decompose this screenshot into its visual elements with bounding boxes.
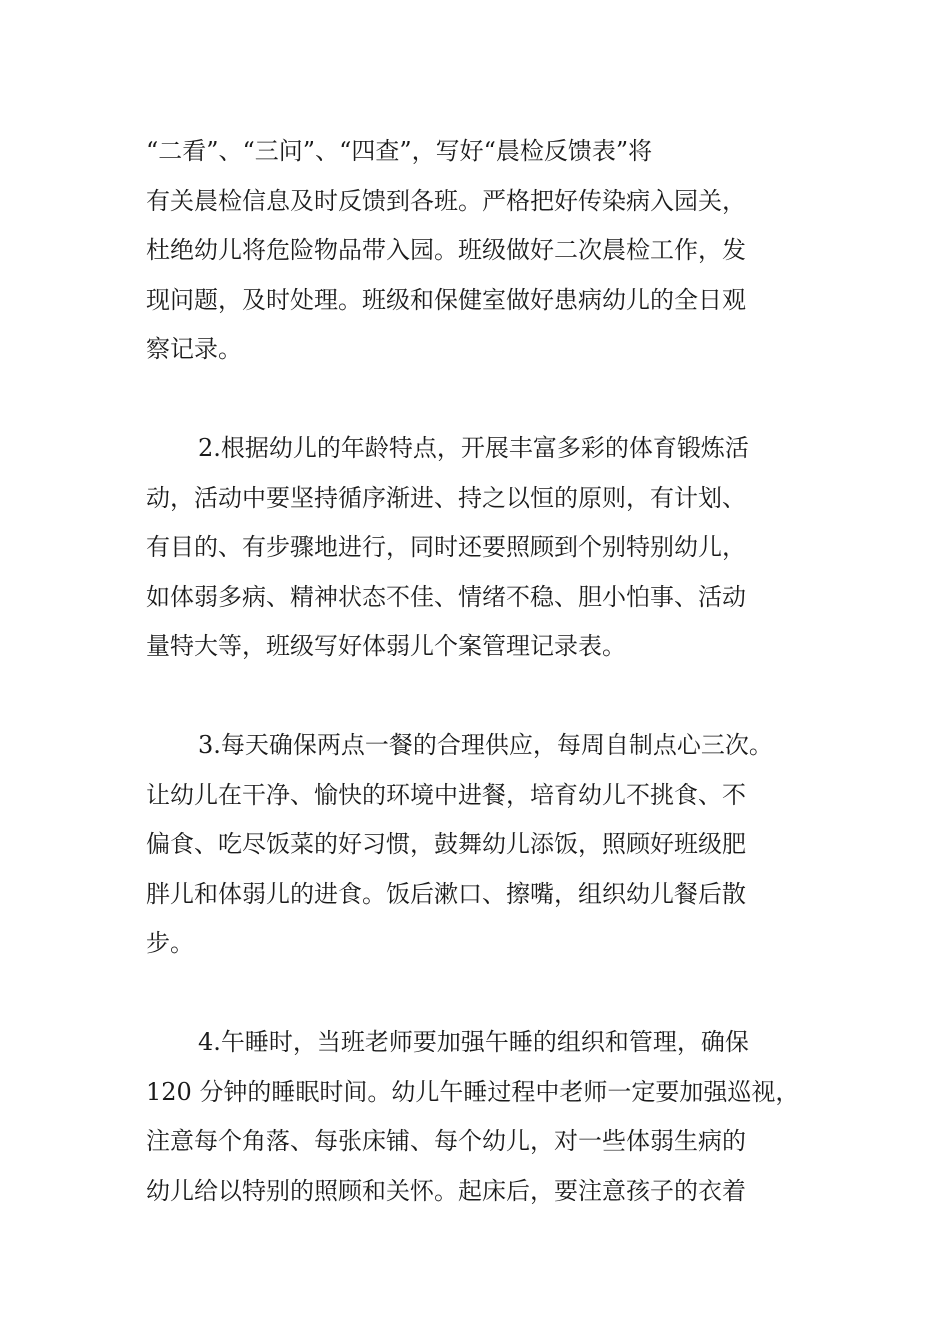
paragraph-4 bbox=[146, 1018, 826, 1216]
text-line: 有关晨检信息及时反馈到各班。严格把好传染病入园关， bbox=[146, 186, 746, 215]
paragraph-1 bbox=[146, 127, 826, 375]
text-line: 如体弱多病、精神状态不佳、情绪不稳、胆小怕事、活动 bbox=[146, 582, 746, 611]
text-line: 幼儿给以特别的照顾和关怀。起床后，要注意孩子的衣着 bbox=[146, 1176, 746, 1205]
text-line: 动，活动中要坚持循序渐进、持之以恒的原则，有计划、 bbox=[146, 483, 746, 512]
text-line: 察记录。 bbox=[146, 335, 242, 363]
text-line: 杜绝幼儿将危险物品带入园。班级做好二次晨检工作，发 bbox=[146, 236, 746, 264]
paragraph-2 bbox=[146, 424, 826, 672]
text-line: 现问题，及时处理。班级和保健室做好患病幼儿的全日观 bbox=[146, 285, 746, 314]
text-line: 量特大等，班级写好体弱儿个案管理记录表。 bbox=[146, 632, 626, 660]
text-line: 120 分钟的睡眠时间。幼儿午睡过程中老师一定要加强巡视， bbox=[146, 1077, 800, 1106]
document-body bbox=[146, 127, 826, 1216]
paragraph-3 bbox=[146, 721, 826, 969]
text-line: 让幼儿在干净、愉快的环境中进餐，培育幼儿不挑食、不 bbox=[146, 780, 746, 809]
text-line: 步。 bbox=[146, 929, 194, 957]
paragraph-gap bbox=[146, 969, 826, 1019]
text-line: 有目的、有步骤地进行，同时还要照顾到个别特别幼儿， bbox=[146, 533, 746, 561]
text-line: “二看”、“三问”、“四查”，写好“晨检反馈表”将 bbox=[146, 137, 653, 165]
text-line-indented: 3.每天确保两点一餐的合理供应，每周自制点心三次。 bbox=[198, 731, 773, 759]
paragraph-gap bbox=[146, 375, 826, 425]
text-line-indented: 2.根据幼儿的年龄特点，开展丰富多彩的体育锻炼活 bbox=[198, 434, 749, 462]
text-line: 胖儿和体弱儿的进食。饭后漱口、擦嘴，组织幼儿餐后散 bbox=[146, 879, 746, 908]
text-line-indented: 4.午睡时，当班老师要加强午睡的组织和管理，确保 bbox=[198, 1028, 749, 1056]
text-line: 注意每个角落、每张床铺、每个幼儿，对一些体弱生病的 bbox=[146, 1127, 746, 1155]
text-line: 偏食、吃尽饭菜的好习惯，鼓舞幼儿添饭，照顾好班级肥 bbox=[146, 830, 746, 858]
paragraph-gap bbox=[146, 672, 826, 722]
